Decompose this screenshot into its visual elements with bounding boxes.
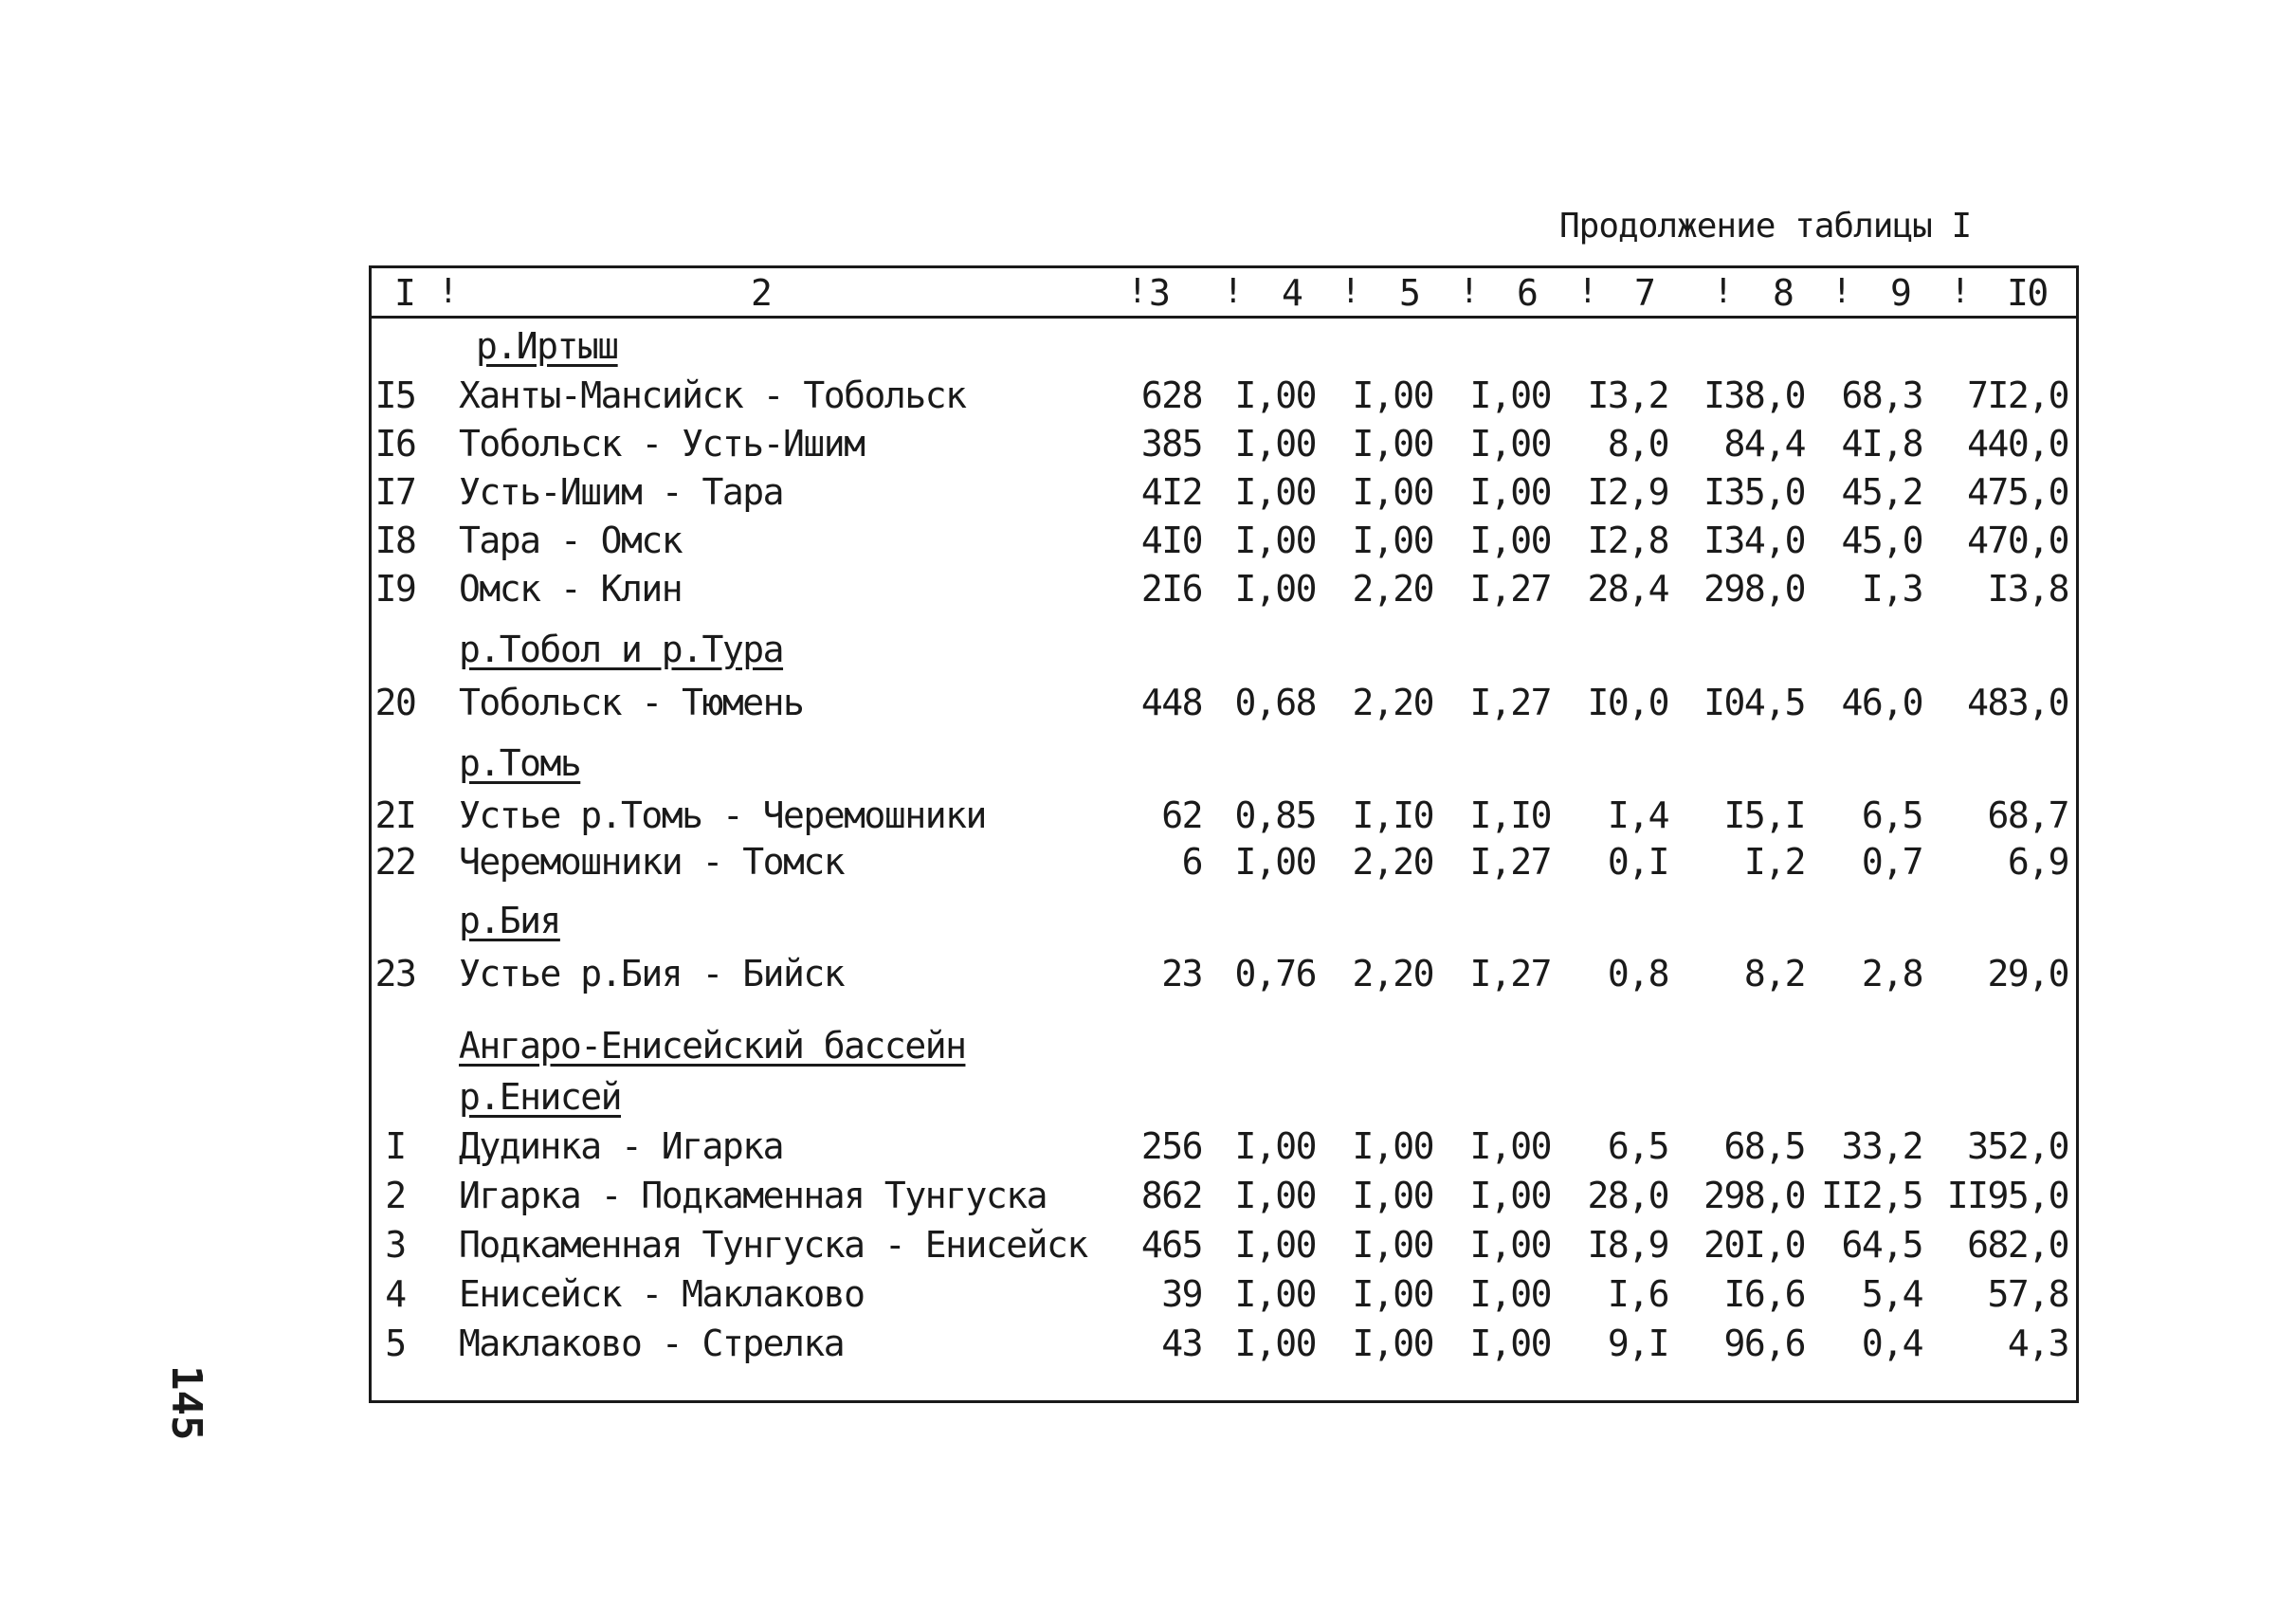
cell-c10: 475,0: [1967, 471, 2068, 513]
cell-c5: I,I0: [1352, 794, 1433, 836]
cell-c6: I,00: [1469, 1125, 1551, 1167]
cell-c7: I0,0: [1587, 682, 1668, 723]
cell-c5: 2,20: [1352, 568, 1433, 610]
segment-name: Омск - Клин: [459, 568, 683, 610]
cell-c10: 4,3: [2007, 1323, 2068, 1364]
section-angara-basin: Ангаро-Енисейский бассейн: [459, 1025, 966, 1067]
cell-c3: 465: [1140, 1224, 1202, 1266]
row-number: 3: [385, 1224, 406, 1266]
table-caption: Продолжение таблицы I: [1559, 207, 1972, 246]
row-number: I8: [374, 520, 416, 561]
cell-c10: 352,0: [1967, 1125, 2068, 1167]
cell-c3: 62: [1161, 794, 1202, 836]
header-sep: !: [1223, 272, 1244, 311]
cell-c8: 68,5: [1723, 1125, 1805, 1167]
cell-c4: 0,85: [1234, 794, 1316, 836]
cell-c4: I,00: [1234, 1224, 1316, 1266]
cell-c5: I,00: [1352, 1125, 1433, 1167]
section-irtysh: р.Иртыш: [476, 325, 618, 367]
cell-c4: I,00: [1234, 568, 1316, 610]
header-col10: I0: [2007, 272, 2048, 314]
cell-c3: 2I6: [1140, 568, 1202, 610]
cell-c7: 28,0: [1587, 1175, 1668, 1216]
header-col7: 7: [1634, 272, 1655, 314]
cell-c10: 682,0: [1967, 1224, 2068, 1266]
segment-name: Устье р.Бия - Бийск: [459, 953, 845, 994]
cell-c6: I,27: [1469, 953, 1551, 994]
cell-c10: II95,0: [1946, 1175, 2068, 1216]
cell-c6: I,I0: [1469, 794, 1551, 836]
cell-c8: I38,0: [1703, 374, 1805, 416]
segment-name: Енисейск - Маклаково: [459, 1273, 865, 1315]
segment-name: Игарка - Подкаменная Тунгуска: [459, 1175, 1047, 1216]
cell-c9: 6,5: [1861, 794, 1922, 836]
cell-c4: I,00: [1234, 1175, 1316, 1216]
cell-c8: I34,0: [1703, 520, 1805, 561]
cell-c5: I,00: [1352, 1273, 1433, 1315]
cell-c6: I,00: [1469, 1273, 1551, 1315]
segment-name: Черемошники - Томск: [459, 841, 845, 883]
cell-c9: 45,0: [1841, 520, 1922, 561]
header-sep: !: [1831, 272, 1852, 311]
cell-c4: I,00: [1234, 374, 1316, 416]
cell-c3: 448: [1140, 682, 1202, 723]
cell-c6: I,00: [1469, 1323, 1551, 1364]
cell-c10: 29,0: [1987, 953, 2068, 994]
cell-c10: I3,8: [1987, 568, 2068, 610]
cell-c8: 8,2: [1743, 953, 1805, 994]
header-sep: !: [438, 272, 459, 311]
header-sep: !: [1459, 272, 1480, 311]
section-enisey: р.Енисей: [459, 1076, 622, 1118]
header-col2: 2: [751, 272, 772, 314]
cell-c5: 2,20: [1352, 953, 1433, 994]
cell-c3: 4I2: [1140, 471, 1202, 513]
cell-c4: I,00: [1234, 520, 1316, 561]
cell-c6: I,00: [1469, 1175, 1551, 1216]
cell-c4: I,00: [1234, 423, 1316, 465]
segment-name: Дудинка - Игарка: [459, 1125, 784, 1167]
segment-name: Ханты-Мансийск - Тобольск: [459, 374, 966, 416]
cell-c7: 6,5: [1607, 1125, 1668, 1167]
segment-name: Тара - Омск: [459, 520, 683, 561]
cell-c7: I8,9: [1587, 1224, 1668, 1266]
cell-c8: I,2: [1743, 841, 1805, 883]
cell-c8: I5,I: [1723, 794, 1805, 836]
cell-c3: 628: [1140, 374, 1202, 416]
row-number: I5: [374, 374, 416, 416]
cell-c9: 46,0: [1841, 682, 1922, 723]
cell-c10: 68,7: [1987, 794, 2068, 836]
row-number: I7: [374, 471, 416, 513]
cell-c7: 8,0: [1607, 423, 1668, 465]
cell-c5: I,00: [1352, 423, 1433, 465]
row-number: 2: [385, 1175, 406, 1216]
cell-c10: 470,0: [1967, 520, 2068, 561]
cell-c6: I,00: [1469, 423, 1551, 465]
cell-c6: I,00: [1469, 520, 1551, 561]
cell-c8: 84,4: [1723, 423, 1805, 465]
table-header: [372, 268, 2076, 319]
cell-c3: 6: [1181, 841, 1202, 883]
cell-c4: I,00: [1234, 471, 1316, 513]
cell-c6: I,00: [1469, 471, 1551, 513]
cell-c6: I,27: [1469, 841, 1551, 883]
header-col1: I: [394, 272, 415, 314]
header-sep: !: [1950, 272, 1971, 311]
cell-c9: 33,2: [1841, 1125, 1922, 1167]
segment-name: Маклаково - Стрелка: [459, 1323, 845, 1364]
header-sep: !: [1340, 272, 1361, 311]
header-sep: !: [1713, 272, 1734, 311]
header-col6: 6: [1517, 272, 1538, 314]
cell-c6: I,27: [1469, 568, 1551, 610]
cell-c9: I,3: [1861, 568, 1922, 610]
cell-c4: I,00: [1234, 1125, 1316, 1167]
cell-c10: 7I2,0: [1967, 374, 2068, 416]
section-tom: р.Томь: [459, 742, 581, 784]
row-number: 2I: [374, 794, 416, 836]
cell-c9: 45,2: [1841, 471, 1922, 513]
cell-c5: I,00: [1352, 1224, 1433, 1266]
header-col4: 4: [1282, 272, 1302, 314]
cell-c3: 862: [1140, 1175, 1202, 1216]
cell-c3: 39: [1161, 1273, 1202, 1315]
cell-c9: 64,5: [1841, 1224, 1922, 1266]
segment-name: Устье р.Томь - Черемошники: [459, 794, 986, 836]
cell-c9: 2,8: [1861, 953, 1922, 994]
cell-c5: I,00: [1352, 520, 1433, 561]
segment-name: Подкаменная Тунгуска - Енисейск: [459, 1224, 1087, 1266]
row-number: I: [385, 1125, 406, 1167]
row-number: I9: [374, 568, 416, 610]
cell-c7: 0,8: [1607, 953, 1668, 994]
section-tobol: р.Тобол и р.Тура: [459, 629, 784, 670]
cell-c9: 68,3: [1841, 374, 1922, 416]
cell-c5: I,00: [1352, 1175, 1433, 1216]
section-biya: р.Бия: [459, 900, 560, 941]
cell-c3: 385: [1140, 423, 1202, 465]
cell-c7: I,6: [1607, 1273, 1668, 1315]
cell-c8: I04,5: [1703, 682, 1805, 723]
cell-c4: I,00: [1234, 841, 1316, 883]
cell-c10: 57,8: [1987, 1273, 2068, 1315]
cell-c9: 0,4: [1861, 1323, 1922, 1364]
cell-c10: 440,0: [1967, 423, 2068, 465]
cell-c6: I,00: [1469, 1224, 1551, 1266]
row-number: 22: [374, 841, 416, 883]
cell-c9: 4I,8: [1841, 423, 1922, 465]
row-number: 4: [385, 1273, 406, 1315]
cell-c6: I,27: [1469, 682, 1551, 723]
header-col9: 9: [1890, 272, 1911, 314]
cell-c9: II2,5: [1821, 1175, 1922, 1216]
cell-c7: 0,I: [1607, 841, 1668, 883]
cell-c7: I,4: [1607, 794, 1668, 836]
cell-c5: I,00: [1352, 1323, 1433, 1364]
segment-name: Тобольск - Усть-Ишим: [459, 423, 865, 465]
cell-c8: 298,0: [1703, 1175, 1805, 1216]
cell-c3: 4I0: [1140, 520, 1202, 561]
header-sep: !: [1127, 272, 1148, 311]
row-number: 20: [374, 682, 416, 723]
cell-c5: 2,20: [1352, 682, 1433, 723]
header-col3: 3: [1149, 272, 1170, 314]
cell-c3: 23: [1161, 953, 1202, 994]
cell-c6: I,00: [1469, 374, 1551, 416]
cell-c7: I2,9: [1587, 471, 1668, 513]
cell-c4: I,00: [1234, 1273, 1316, 1315]
cell-c4: 0,76: [1234, 953, 1316, 994]
cell-c7: 28,4: [1587, 568, 1668, 610]
cell-c8: I6,6: [1723, 1273, 1805, 1315]
cell-c7: 9,I: [1607, 1323, 1668, 1364]
header-sep: !: [1577, 272, 1598, 311]
header-col8: 8: [1773, 272, 1794, 314]
cell-c7: I2,8: [1587, 520, 1668, 561]
row-number: 23: [374, 953, 416, 994]
row-number: I6: [374, 423, 416, 465]
cell-c9: 5,4: [1861, 1273, 1922, 1315]
header-col5: 5: [1399, 272, 1420, 314]
cell-c8: 20I,0: [1703, 1224, 1805, 1266]
cell-c7: I3,2: [1587, 374, 1668, 416]
cell-c8: 298,0: [1703, 568, 1805, 610]
cell-c10: 6,9: [2007, 841, 2068, 883]
data-table: [369, 265, 2079, 1403]
cell-c4: I,00: [1234, 1323, 1316, 1364]
cell-c10: 483,0: [1967, 682, 2068, 723]
segment-name: Тобольск - Тюмень: [459, 682, 804, 723]
cell-c5: 2,20: [1352, 841, 1433, 883]
page-number: 145: [162, 1365, 210, 1441]
cell-c9: 0,7: [1861, 841, 1922, 883]
segment-name: Усть-Ишим - Тара: [459, 471, 784, 513]
cell-c8: I35,0: [1703, 471, 1805, 513]
cell-c8: 96,6: [1723, 1323, 1805, 1364]
row-number: 5: [385, 1323, 406, 1364]
cell-c5: I,00: [1352, 471, 1433, 513]
cell-c5: I,00: [1352, 374, 1433, 416]
cell-c3: 43: [1161, 1323, 1202, 1364]
cell-c3: 256: [1140, 1125, 1202, 1167]
cell-c4: 0,68: [1234, 682, 1316, 723]
